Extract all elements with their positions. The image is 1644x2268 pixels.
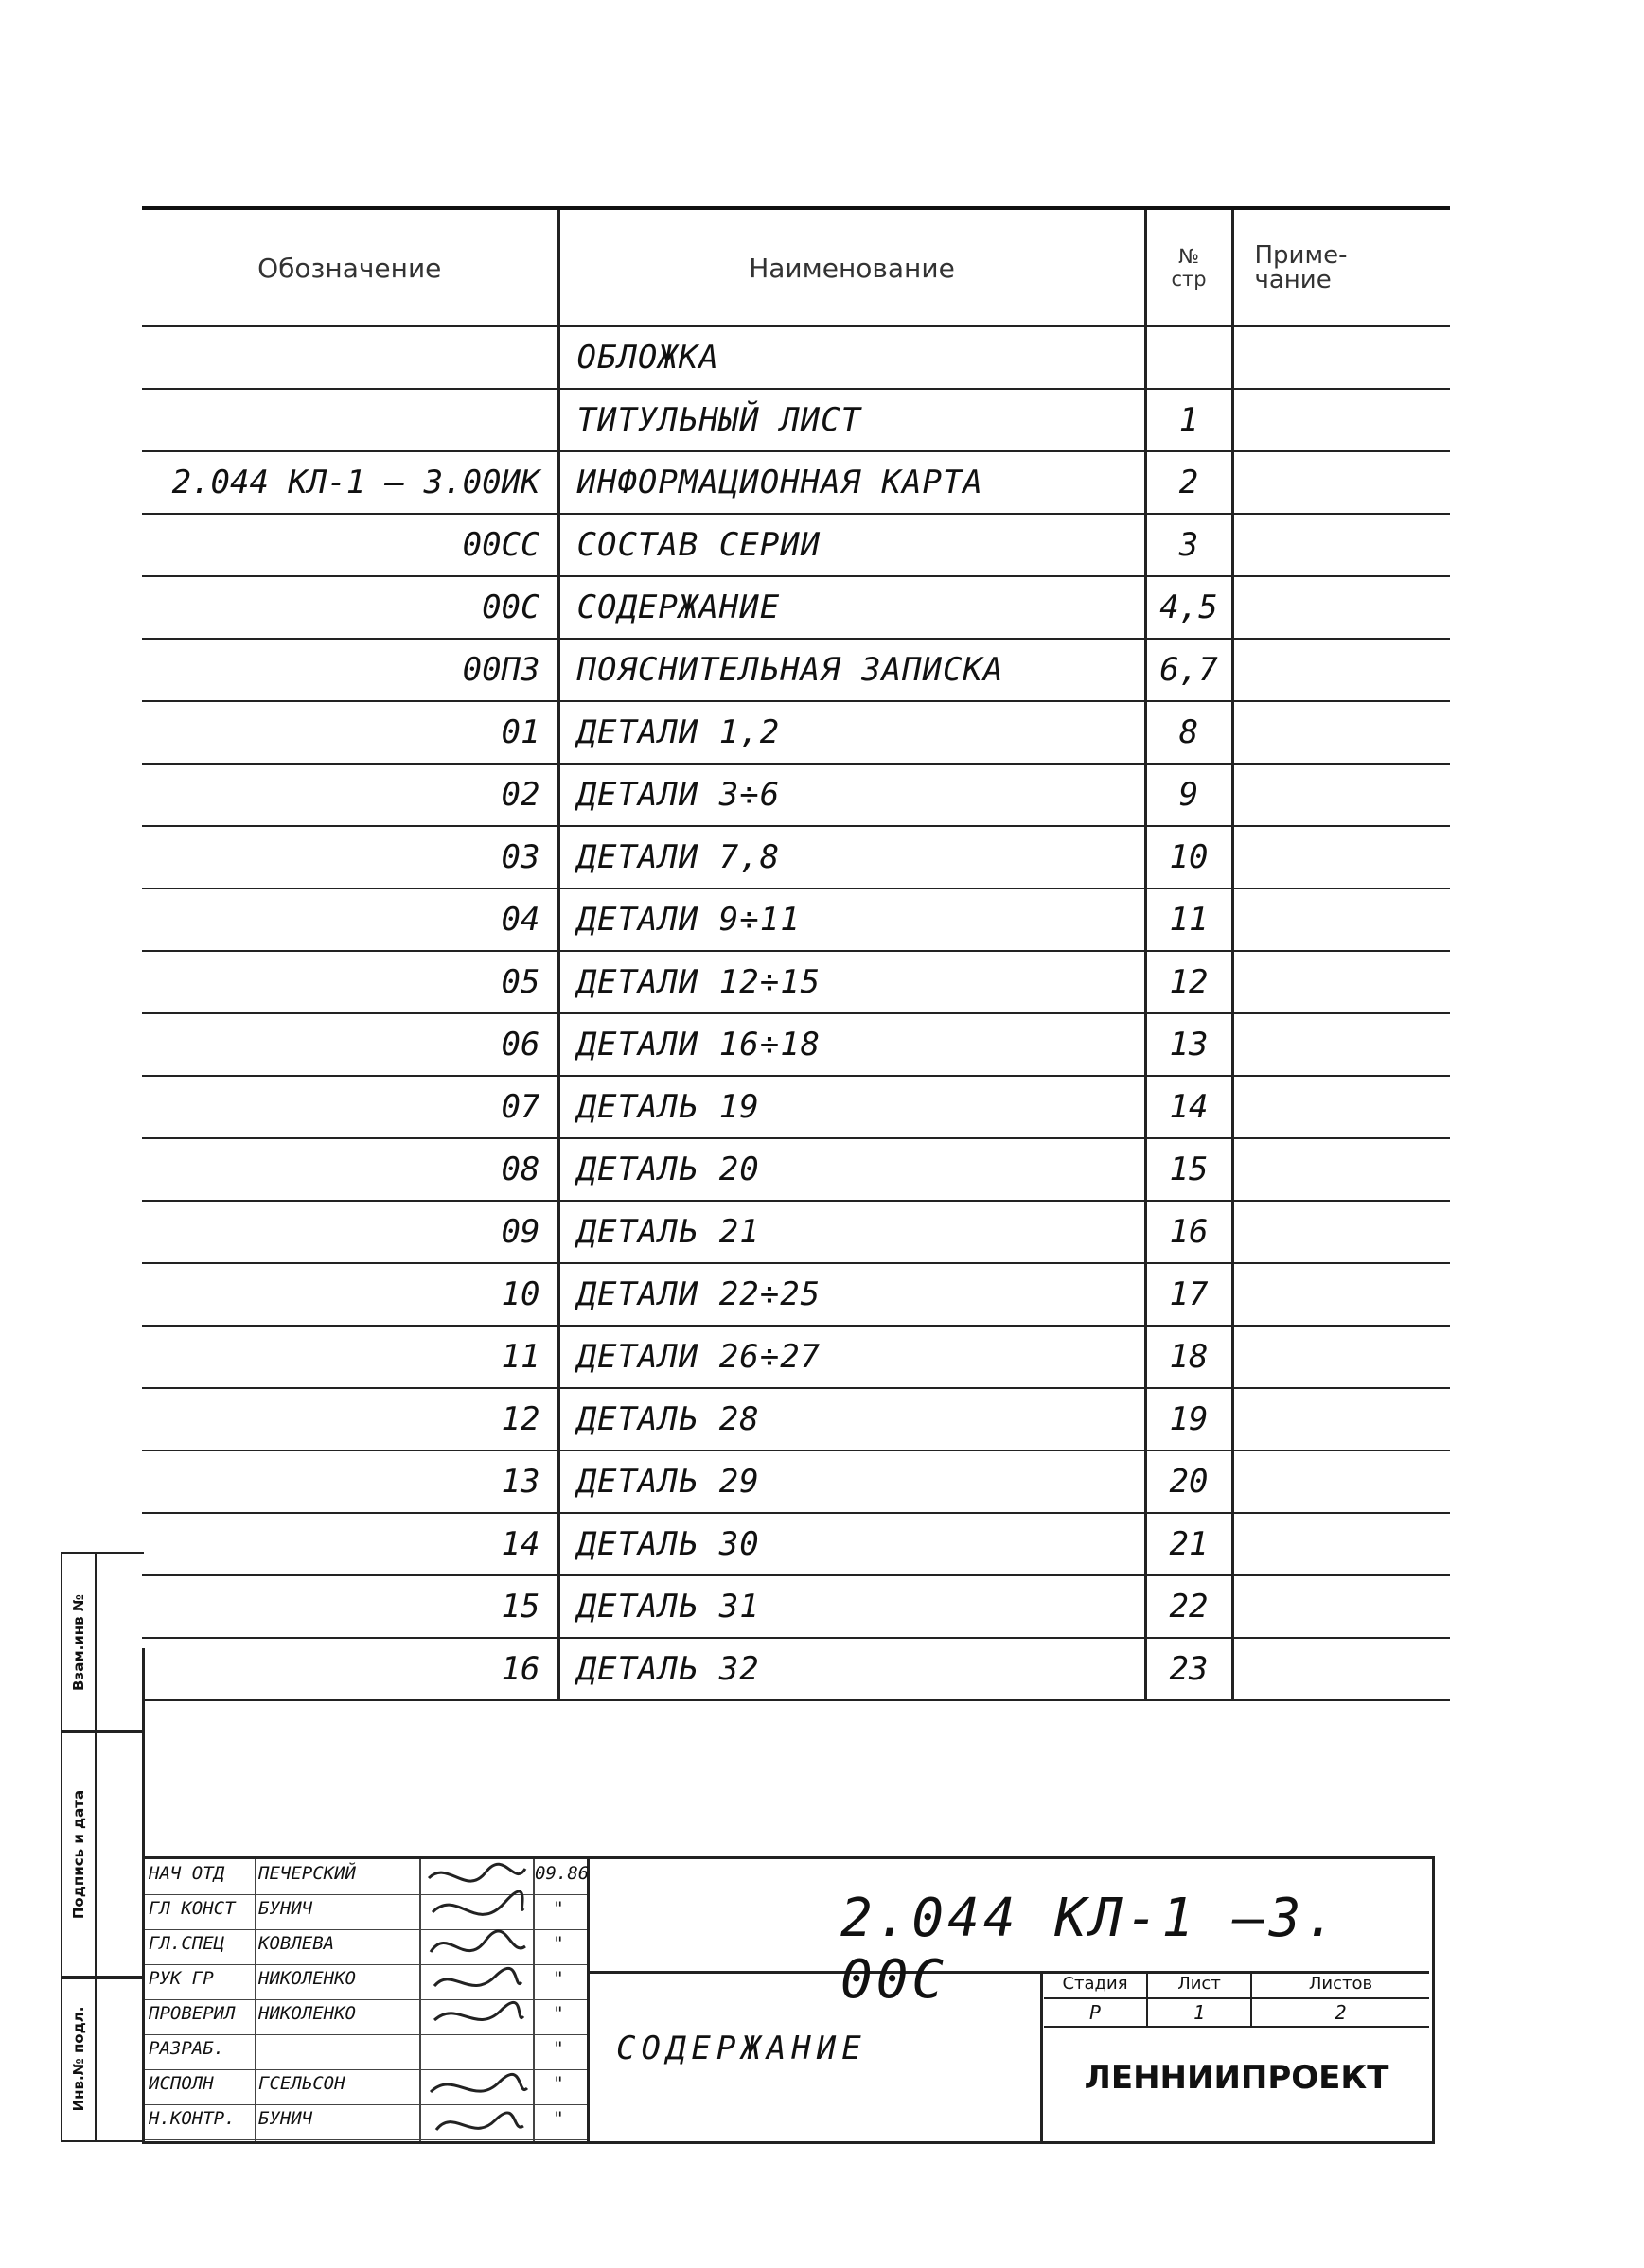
header-note-line2: чание: [1254, 266, 1332, 294]
contents-row: [142, 389, 1450, 451]
role-surname: БУНИЧ: [258, 2108, 313, 2129]
name-cell: ДЕТАЛИ 9÷11: [558, 888, 1145, 951]
page-cell: 11: [1145, 888, 1232, 951]
name-cell: СОДЕРЖАНИЕ: [558, 576, 1145, 639]
name-cell: ДЕТАЛИ 26÷27: [558, 1326, 1145, 1388]
designation-cell: 04: [142, 888, 558, 951]
note-cell: [1232, 451, 1450, 514]
role-surname: ГСЕЛЬСОН: [258, 2073, 345, 2094]
contents-row: [142, 888, 1450, 951]
note-cell: [1232, 764, 1450, 826]
role-date: ": [553, 2038, 564, 2059]
header-page-line2: стр: [1171, 268, 1207, 290]
stage-value: Р: [1044, 1999, 1148, 2028]
name-cell: ДЕТАЛИ 22÷25: [558, 1263, 1145, 1326]
sheet-value: 1: [1148, 1999, 1252, 2028]
sheets-label: Листов: [1252, 1971, 1429, 1999]
designation-cell: 16: [142, 1638, 558, 1700]
name-cell: ДЕТАЛЬ 19: [558, 1076, 1145, 1138]
name-cell: ТИТУЛЬНЫЙ ЛИСТ: [558, 389, 1145, 451]
sheet-label: Лист: [1148, 1971, 1252, 1999]
note-cell: [1232, 1138, 1450, 1201]
name-cell: ДЕТАЛЬ 31: [558, 1575, 1145, 1638]
designation-cell: 02: [142, 764, 558, 826]
side-stamp-inv-replace: [61, 1552, 144, 1733]
document-title: СОДЕРЖАНИЕ: [616, 2030, 867, 2067]
designation-cell: 00СС: [142, 514, 558, 576]
role-label: РУК ГР: [149, 1968, 214, 1989]
name-cell: ПОЯСНИТЕЛЬНАЯ ЗАПИСКА: [558, 639, 1145, 701]
contents-row: [142, 1076, 1450, 1138]
role-surname: БУНИЧ: [258, 1898, 313, 1919]
role-label: ГЛ КОНСТ: [149, 1898, 236, 1919]
contents-row: [142, 1138, 1450, 1201]
stage-label: Стадия: [1044, 1971, 1148, 1999]
contents-row: [142, 639, 1450, 701]
page-cell: 6,7: [1145, 639, 1232, 701]
role-surname: НИКОЛЕНКО: [258, 2003, 356, 2024]
contents-table: [142, 206, 1450, 1701]
name-cell: ДЕТАЛИ 16÷18: [558, 1013, 1145, 1076]
designation-cell: 14: [142, 1513, 558, 1575]
designation-cell: 13: [142, 1450, 558, 1513]
side-label-inv-orig: Инв.№ подл.: [70, 2006, 87, 2112]
contents-row: [142, 1263, 1450, 1326]
note-cell: [1232, 951, 1450, 1013]
contents-row: [142, 826, 1450, 888]
name-cell: ДЕТАЛЬ 29: [558, 1450, 1145, 1513]
role-date: ": [553, 1898, 564, 1919]
name-cell: ДЕТАЛЬ 21: [558, 1201, 1145, 1263]
page-cell: 2: [1145, 451, 1232, 514]
handwritten-signatures: [419, 1859, 533, 2141]
designation-cell: 08: [142, 1138, 558, 1201]
note-cell: [1232, 326, 1450, 389]
name-cell: ОБЛОЖКА: [558, 326, 1145, 389]
contents-header-row: [142, 208, 1450, 326]
empty-area: [142, 1648, 1432, 1856]
note-cell: [1232, 1450, 1450, 1513]
contents-row: [142, 764, 1450, 826]
page-cell: 13: [1145, 1013, 1232, 1076]
title-block: [142, 1856, 1435, 2144]
page-cell: [1145, 326, 1232, 389]
header-note: [1232, 208, 1450, 326]
note-cell: [1232, 1388, 1450, 1450]
designation-cell: 06: [142, 1013, 558, 1076]
contents-row: [142, 1450, 1450, 1513]
designation-cell: 10: [142, 1263, 558, 1326]
page-cell: 17: [1145, 1263, 1232, 1326]
contents-row: [142, 451, 1450, 514]
header-page-line1: №: [1178, 245, 1199, 268]
note-cell: [1232, 1201, 1450, 1263]
contents-row: [142, 701, 1450, 764]
name-cell: ИНФОРМАЦИОННАЯ КАРТА: [558, 451, 1145, 514]
name-cell: СОСТАВ СЕРИИ: [558, 514, 1145, 576]
side-label-sign-date: Подпись и дата: [70, 1789, 87, 1920]
page-cell: 1: [1145, 389, 1232, 451]
designation-cell: 05: [142, 951, 558, 1013]
organization-name: ЛЕННИИПРОЕКТ: [1084, 2059, 1389, 2097]
contents-row: [142, 326, 1450, 389]
title-block-title-cell: [590, 1971, 1043, 2141]
contents-row: [142, 1326, 1450, 1388]
role-date: ": [553, 2003, 564, 2024]
note-cell: [1232, 514, 1450, 576]
contents-row: [142, 1575, 1450, 1638]
role-label: ИСПОЛН: [149, 2073, 214, 2094]
role-surname: КОВЛЕВА: [258, 1933, 335, 1954]
note-cell: [1232, 1076, 1450, 1138]
contents-row: [142, 1013, 1450, 1076]
note-cell: [1232, 576, 1450, 639]
role-label: ПРОВЕРИЛ: [149, 2003, 236, 2024]
page-cell: 21: [1145, 1513, 1232, 1575]
page-cell: 16: [1145, 1201, 1232, 1263]
name-cell: ДЕТАЛИ 12÷15: [558, 951, 1145, 1013]
role-date: ": [553, 1968, 564, 1989]
contents-row: [142, 951, 1450, 1013]
contents-row: [142, 514, 1450, 576]
note-cell: [1232, 389, 1450, 451]
note-cell: [1232, 1013, 1450, 1076]
contents-row: [142, 1201, 1450, 1263]
note-cell: [1232, 639, 1450, 701]
role-label: ГЛ.СПЕЦ: [149, 1933, 225, 1954]
role-date: ": [553, 1933, 564, 1954]
header-note-line1: Приме-: [1254, 241, 1348, 270]
designation-cell: 12: [142, 1388, 558, 1450]
role-surname: ПЕЧЕРСКИЙ: [258, 1863, 356, 1884]
designation-cell: 11: [142, 1326, 558, 1388]
header-page: [1145, 208, 1232, 326]
page-cell: 22: [1145, 1575, 1232, 1638]
side-stamp-sign-date: [61, 1730, 144, 1979]
contents-row: [142, 1513, 1450, 1575]
document-code: 2.044 КЛ-1 —3. 00С: [840, 1888, 1341, 2011]
designation-cell: 01: [142, 701, 558, 764]
note-cell: [1232, 888, 1450, 951]
note-cell: [1232, 826, 1450, 888]
page-cell: 9: [1145, 764, 1232, 826]
role-date: ": [553, 2108, 564, 2129]
note-cell: [1232, 1513, 1450, 1575]
note-cell: [1232, 1575, 1450, 1638]
name-cell: ДЕТАЛЬ 32: [558, 1638, 1145, 1700]
name-cell: ДЕТАЛЬ 20: [558, 1138, 1145, 1201]
page-cell: 8: [1145, 701, 1232, 764]
note-cell: [1232, 701, 1450, 764]
page-cell: 19: [1145, 1388, 1232, 1450]
contents-row: [142, 576, 1450, 639]
role-label: Н.КОНТР.: [149, 2108, 236, 2129]
note-cell: [1232, 1326, 1450, 1388]
page-cell: 10: [1145, 826, 1232, 888]
role-date: ": [553, 2073, 564, 2094]
role-label: НАЧ ОТД: [149, 1863, 225, 1884]
page-cell: 3: [1145, 514, 1232, 576]
header-name: Наименование: [558, 208, 1145, 326]
organization-cell: [1044, 2026, 1429, 2141]
page-cell: 20: [1145, 1450, 1232, 1513]
header-designation: Обозначение: [142, 208, 558, 326]
contents-row: [142, 1388, 1450, 1450]
page-cell: 23: [1145, 1638, 1232, 1700]
name-cell: ДЕТАЛЬ 30: [558, 1513, 1145, 1575]
designation-cell: 09: [142, 1201, 558, 1263]
role-date: 09.86: [535, 1863, 590, 1884]
note-cell: [1232, 1263, 1450, 1326]
role-surname: НИКОЛЕНКО: [258, 1968, 356, 1989]
designation-cell: [142, 326, 558, 389]
designation-cell: 00ПЗ: [142, 639, 558, 701]
page-cell: 4,5: [1145, 576, 1232, 639]
page-cell: 18: [1145, 1326, 1232, 1388]
designation-cell: [142, 389, 558, 451]
designation-cell: 07: [142, 1076, 558, 1138]
name-cell: ДЕТАЛИ 7,8: [558, 826, 1145, 888]
sheets-value: 2: [1252, 1999, 1429, 2028]
name-cell: ДЕТАЛИ 1,2: [558, 701, 1145, 764]
designation-cell: 15: [142, 1575, 558, 1638]
side-label-inv-replace: Взам.инв №: [70, 1594, 87, 1691]
page-cell: 12: [1145, 951, 1232, 1013]
page-cell: 14: [1145, 1076, 1232, 1138]
designation-cell: 03: [142, 826, 558, 888]
name-cell: ДЕТАЛЬ 28: [558, 1388, 1145, 1450]
contents-rows: [142, 326, 1450, 1700]
designation-cell: 2.044 КЛ-1 — 3.00ИК: [142, 451, 558, 514]
designation-cell: 00С: [142, 576, 558, 639]
page-cell: 15: [1145, 1138, 1232, 1201]
side-stamp-inv-orig: [61, 1976, 144, 2142]
role-label: РАЗРАБ.: [149, 2038, 225, 2059]
name-cell: ДЕТАЛИ 3÷6: [558, 764, 1145, 826]
